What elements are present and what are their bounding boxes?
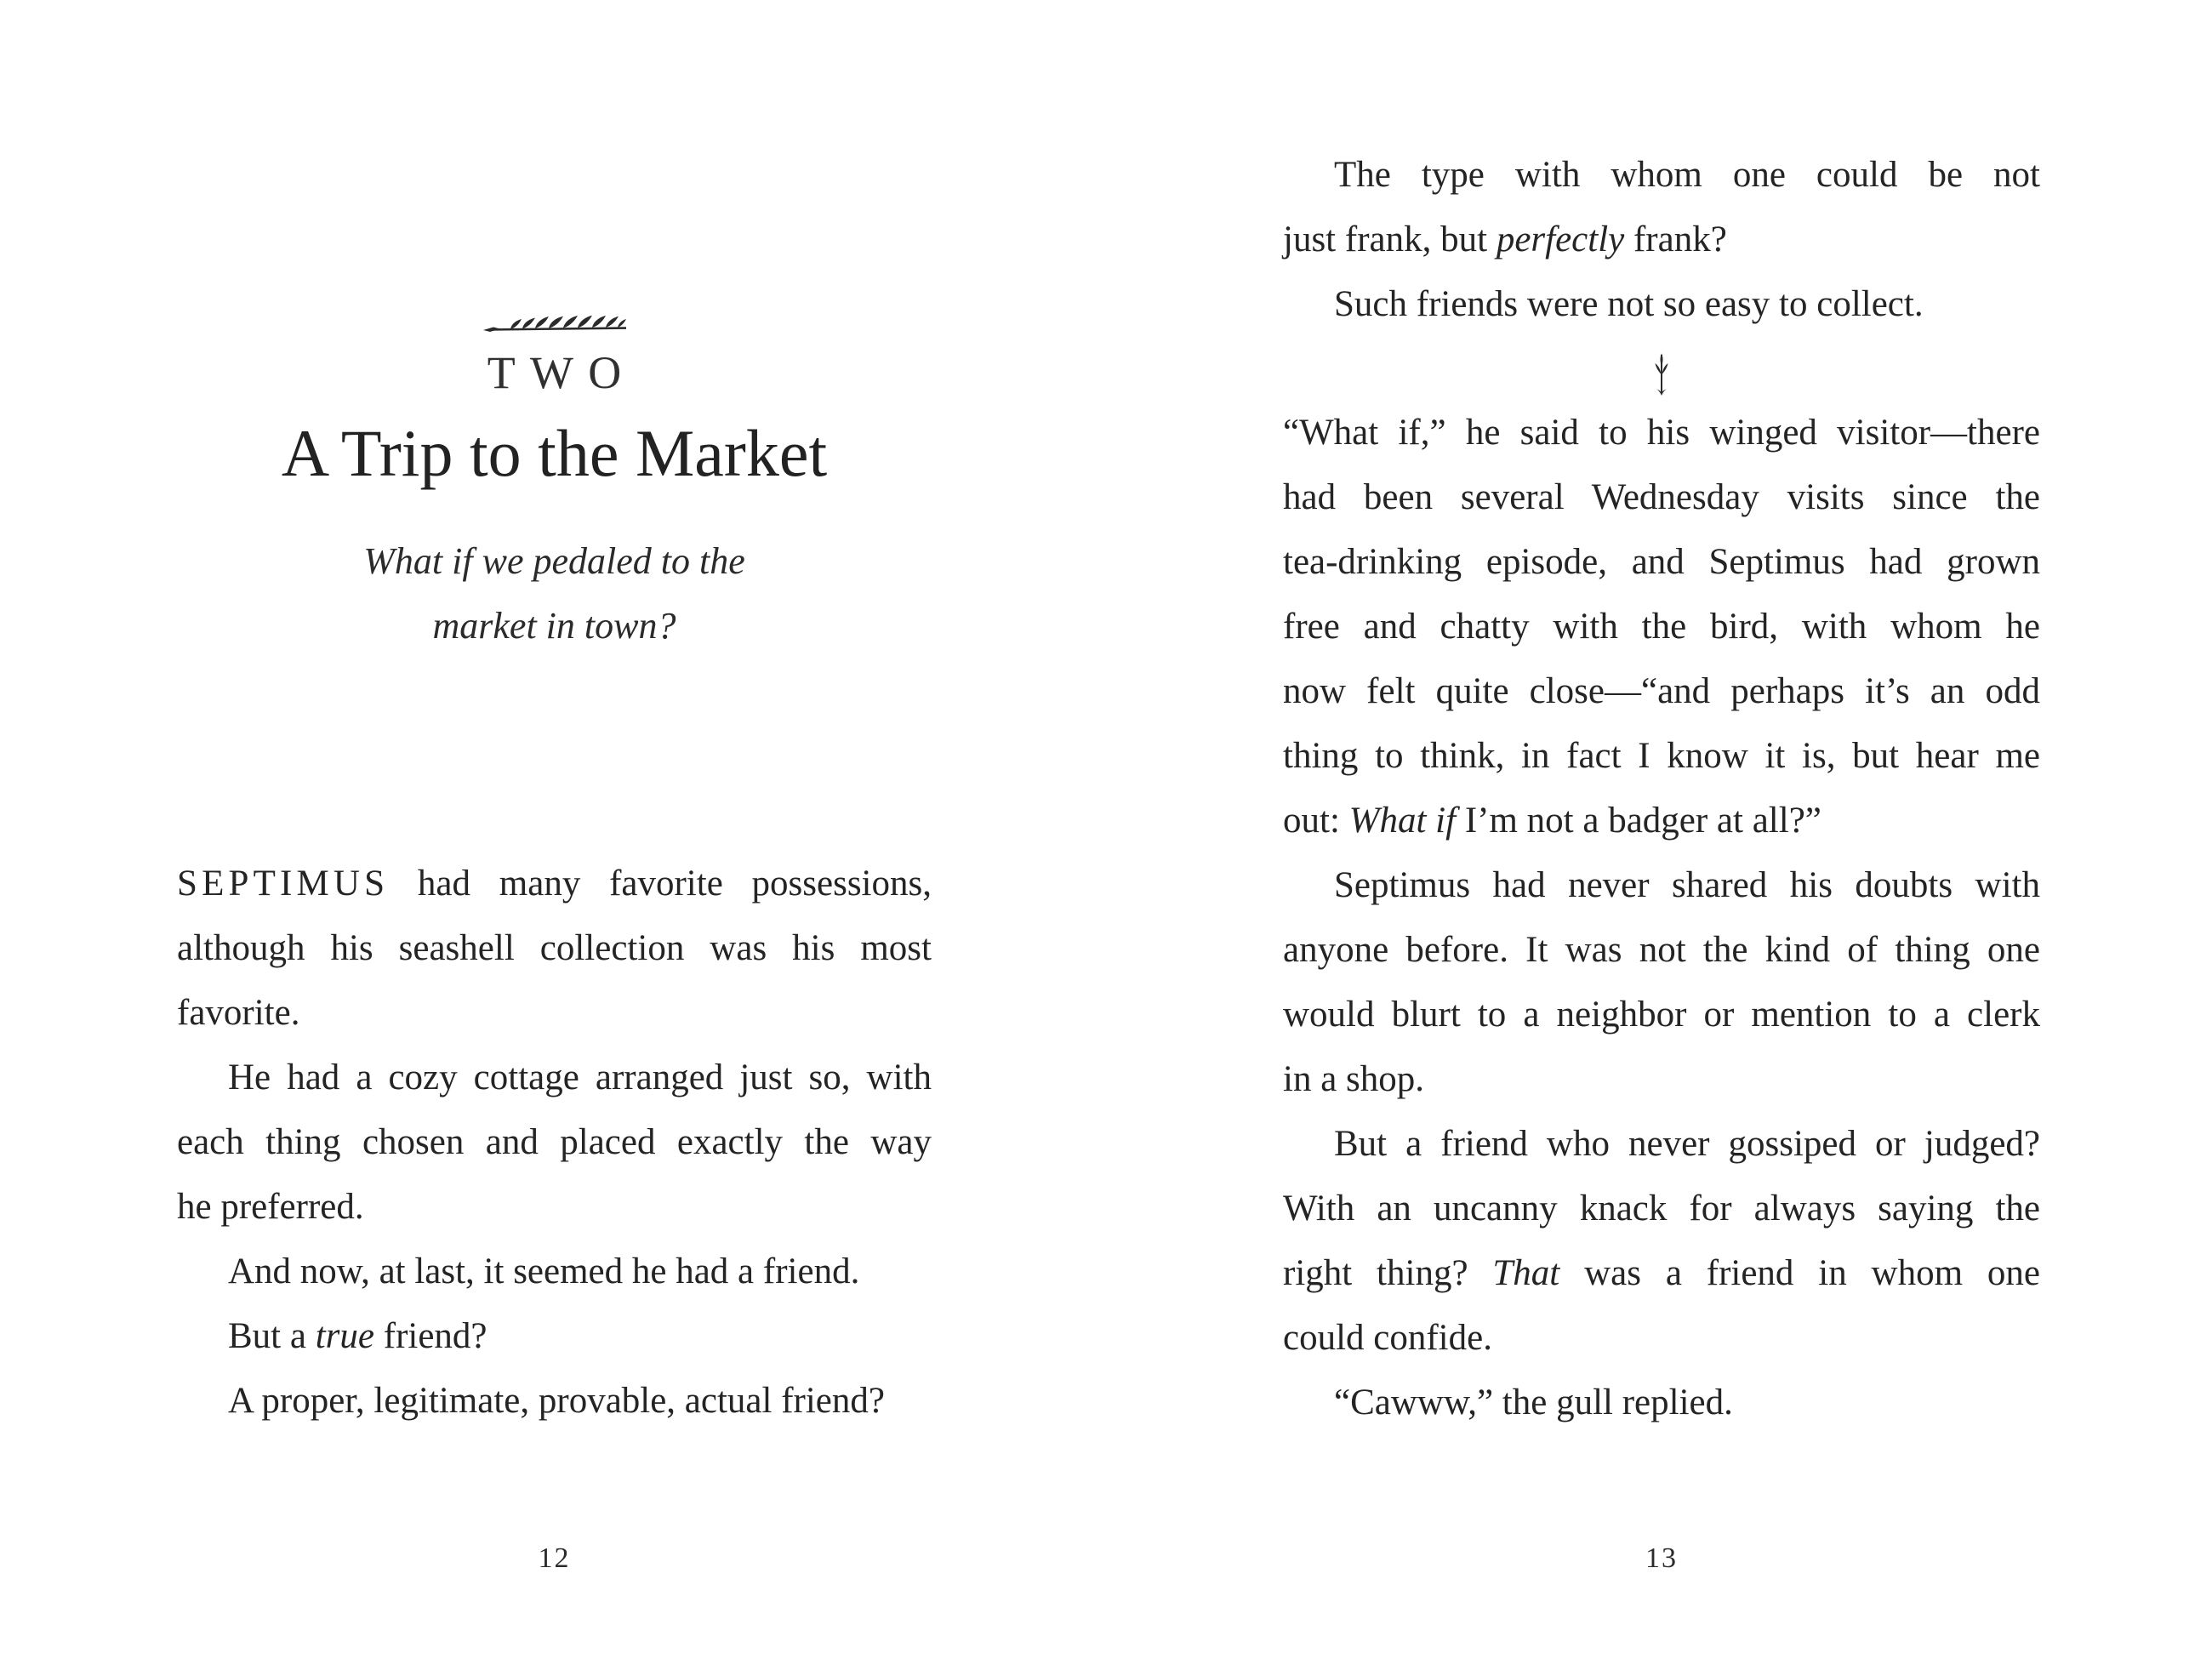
- text-run: out:: [1283, 801, 1349, 841]
- text-run: in a shop.: [1283, 1059, 1425, 1099]
- right-page-body-bottom: [1283, 401, 2040, 1435]
- text-line: [177, 1304, 932, 1369]
- text-line: [177, 1369, 932, 1434]
- italic-text: That: [1492, 1253, 1560, 1293]
- text-run: I’m not a badger at all?”: [1456, 801, 1821, 841]
- text-line: [1283, 983, 2040, 1047]
- text-run: favorite.: [177, 993, 300, 1033]
- text-line: [1283, 1112, 2040, 1177]
- italic-text: perfectly: [1496, 219, 1625, 259]
- fern-branch-ornament-icon: [482, 310, 628, 337]
- text-line: [177, 916, 932, 981]
- left-page: [177, 0, 932, 1659]
- text-line: [177, 852, 932, 916]
- text-run: The type with whom one could be not: [1334, 155, 2040, 195]
- page-number-right: 13: [1645, 1542, 1678, 1574]
- text-run: each thing chosen and placed exactly the way: [177, 1122, 932, 1162]
- text-run: had been several Wednesday visits since the: [1283, 477, 2040, 517]
- text-line: [1283, 401, 2040, 465]
- text-run: thing to think, in fact I know it is, but hear me: [1283, 736, 2040, 776]
- page-number-left: 12: [538, 1542, 571, 1574]
- text-run: he preferred.: [177, 1187, 364, 1227]
- text-line: [1283, 1047, 2040, 1112]
- text-run: But a friend who never gossiped or judged?: [1334, 1124, 2040, 1164]
- text-line: [1283, 724, 2040, 789]
- text-run: although his seashell collection was his most: [177, 928, 932, 968]
- text-run: now felt quite close—“and perhaps it’s an odd: [1283, 671, 2040, 711]
- text-line: [1283, 143, 2040, 208]
- text-line: [1283, 1371, 2040, 1435]
- sprig-ornament-icon: [1651, 352, 1672, 396]
- text-run: He had a cozy cottage arranged just so, with: [228, 1058, 932, 1097]
- chapter-title: A Trip to the Market: [281, 416, 828, 490]
- text-run: just frank, but: [1283, 219, 1497, 259]
- text-run: would blurt to a neighbor or mention to a clerk: [1283, 995, 2040, 1035]
- text-run: free and chatty with the bird, with whom he: [1283, 607, 2040, 647]
- text-line: [1283, 208, 2040, 272]
- text-line: [177, 1046, 932, 1110]
- text-run: tea-drinking episode, and Septimus had grown: [1283, 542, 2040, 582]
- text-run: “Cawww,” the gull replied.: [1334, 1382, 1733, 1422]
- text-line: [1283, 853, 2040, 918]
- text-line: [1283, 789, 2040, 853]
- text-line: [177, 981, 932, 1046]
- text-run: frank?: [1624, 219, 1727, 259]
- text-run: Septimus had never shared his doubts with: [1334, 865, 2040, 905]
- text-line: [1283, 1241, 2040, 1306]
- right-page: [1283, 0, 2040, 1659]
- text-run: had many favorite possessions,: [389, 864, 932, 904]
- text-line: [1283, 1306, 2040, 1371]
- text-run: And now, at last, it seemed he had a friend.: [228, 1251, 860, 1291]
- text-line: [1283, 530, 2040, 595]
- text-line: [177, 1175, 932, 1240]
- text-run: friend?: [374, 1316, 487, 1356]
- text-run: A proper, legitimate, provable, actual friend?: [228, 1381, 885, 1421]
- epigraph-line: What if we pedaled to the: [363, 540, 745, 582]
- text-run: was a friend in whom one: [1559, 1253, 2040, 1293]
- text-run: Such friends were not so easy to collect.: [1334, 284, 1924, 324]
- text-run: “What if,” he said to his winged visitor—there: [1283, 413, 2040, 453]
- text-line: [177, 1240, 932, 1304]
- left-page-body: [177, 852, 932, 1434]
- chapter-number: TWO: [487, 347, 636, 398]
- text-run: But a: [228, 1316, 316, 1356]
- text-run: With an uncanny knack for always saying the: [1283, 1189, 2040, 1229]
- italic-text: What if: [1348, 801, 1457, 841]
- lead-caps-text: SEPTIMUS: [177, 864, 390, 904]
- text-line: [1283, 918, 2040, 983]
- text-run: could confide.: [1283, 1318, 1492, 1358]
- text-line: [1283, 465, 2040, 530]
- text-line: [1283, 1177, 2040, 1241]
- italic-text: true: [315, 1316, 374, 1356]
- text-line: [177, 1110, 932, 1175]
- chapter-epigraph: [177, 529, 932, 658]
- text-line: [1283, 595, 2040, 659]
- text-run: right thing?: [1283, 1253, 1493, 1293]
- text-line: [1283, 659, 2040, 724]
- text-run: anyone before. It was not the kind of thing one: [1283, 930, 2040, 970]
- text-line: [1283, 272, 2040, 337]
- right-page-body-top: [1283, 143, 2040, 337]
- epigraph-line: market in town?: [432, 605, 676, 647]
